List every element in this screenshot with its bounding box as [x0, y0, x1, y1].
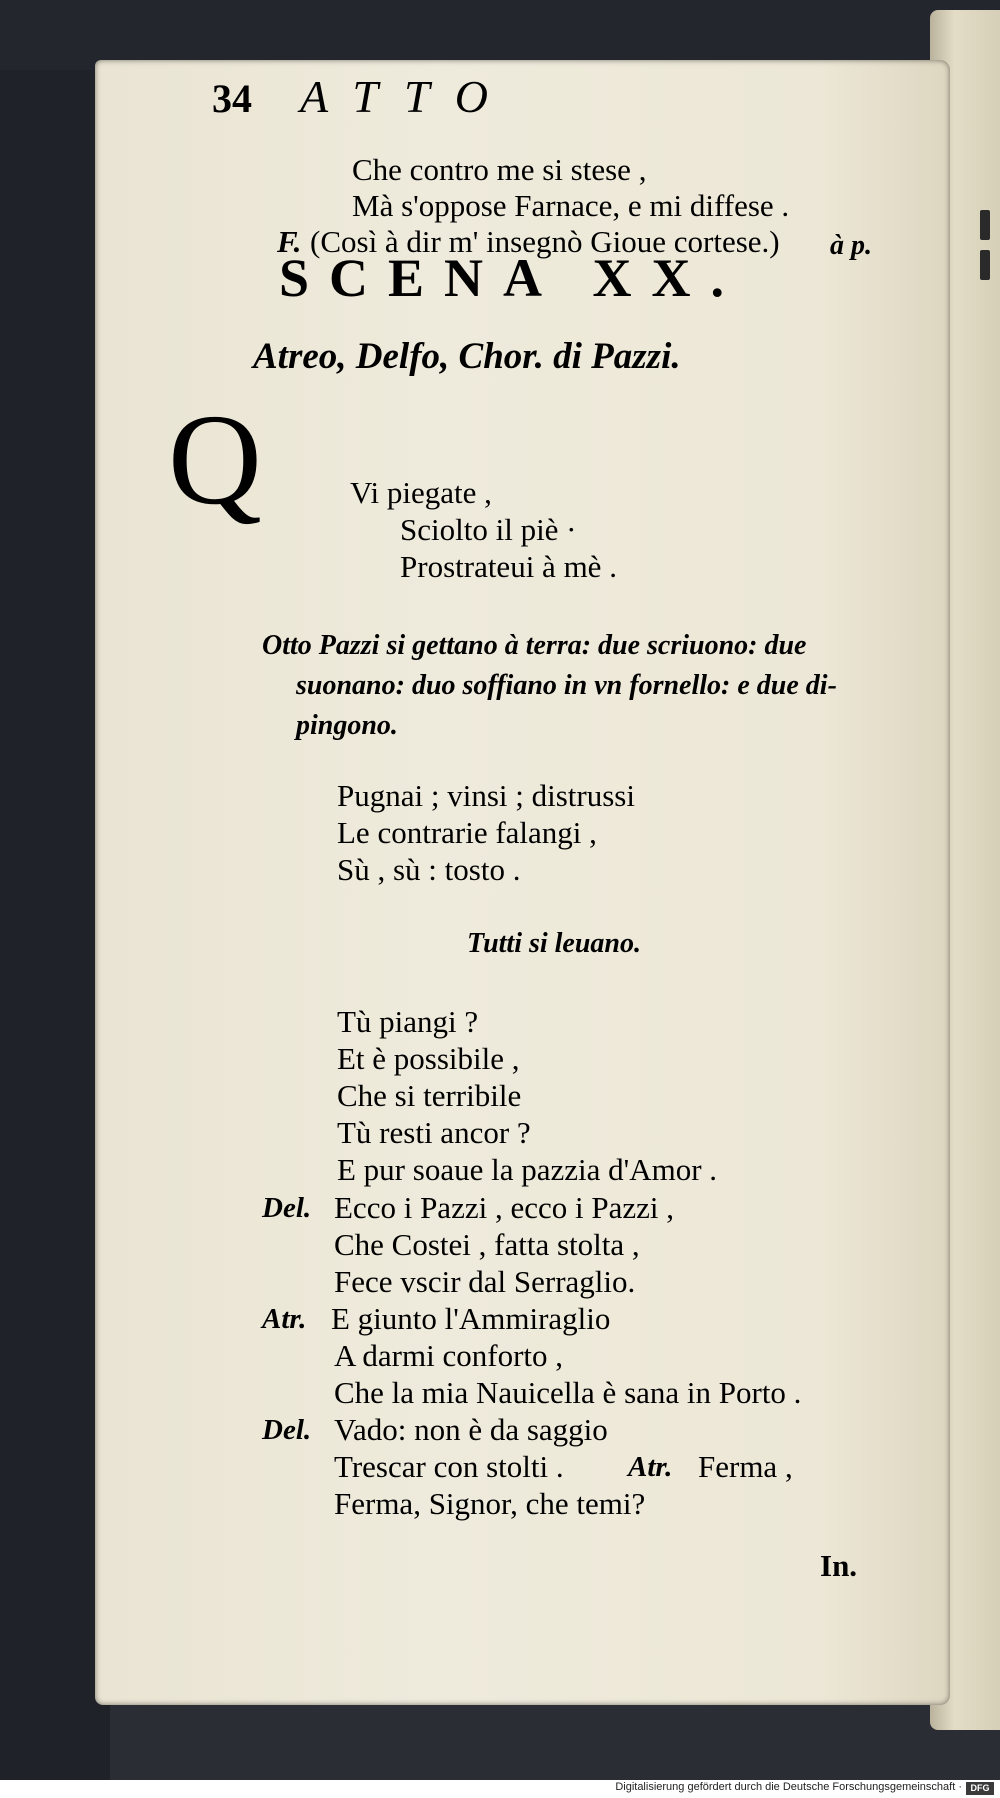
catchword: In.	[820, 1548, 858, 1583]
scene-persons: Atreo, Delfo, Chor. di Pazzi.	[253, 336, 681, 377]
speaker-label: Atr.	[262, 1303, 307, 1335]
running-title: ATTO	[300, 71, 514, 122]
verse-line: Che si terribile	[337, 1078, 522, 1113]
dialogue-line: Ferma, Signor, che temi?	[334, 1486, 646, 1521]
background-left	[0, 0, 110, 1798]
dialogue-line: Che Costei , fatta stolta ,	[334, 1227, 640, 1262]
dialogue-line: Che la mia Nauicella è sana in Porto .	[334, 1375, 802, 1410]
dialogue-line: E giunto l'Ammiraglio	[331, 1301, 611, 1336]
dialogue-line: Trescar con stolti .	[334, 1449, 564, 1484]
dialogue-line: Vado: non è da saggio	[334, 1412, 608, 1447]
aside-marker: à p.	[830, 230, 872, 261]
speaker-label: F.	[277, 224, 302, 259]
dialogue-line: Fece vscir dal Serraglio.	[334, 1264, 636, 1299]
verse-line: Sciolto il piè ·	[400, 512, 577, 547]
stage-direction: pingono.	[296, 710, 398, 741]
verse-line: Vi piegate ,	[350, 475, 492, 510]
stage-direction: Tutti si leuano.	[467, 928, 642, 959]
drop-cap: Q	[168, 388, 262, 532]
speaker-label: Del.	[262, 1414, 312, 1446]
verse-line: Mà s'oppose Farnace, e mi diffese .	[352, 188, 790, 223]
adjacent-page-mark	[980, 250, 990, 280]
verse-line: Tù resti ancor ?	[337, 1115, 531, 1150]
stage-direction: suonano: duo soffiano in vn fornello: e due di-	[296, 670, 837, 701]
dfg-logo: DFG	[966, 1782, 994, 1795]
dialogue-line: Ferma ,	[698, 1449, 793, 1484]
verse-line: Sù , sù : tosto .	[337, 852, 521, 887]
verse-line: E pur soaue la pazzia d'Amor .	[337, 1152, 718, 1187]
verse-line: Pugnai ; vinsi ; distrussi	[337, 778, 635, 813]
verse-line: Prostrateui à mè .	[400, 549, 617, 584]
dialogue-line: A darmi conforto ,	[334, 1338, 564, 1373]
adjacent-page-mark	[980, 210, 990, 240]
stage-direction: Otto Pazzi si gettano à terra: due scriuono: due	[262, 630, 807, 661]
verse-line: Che contro me si stese ,	[352, 152, 647, 187]
footer-credit: Digitalisierung gefördert durch die Deutsche Forschungsgemeinschaft ·	[615, 1781, 962, 1793]
page-number: 34	[212, 76, 252, 121]
scene-title: SCENA XX.	[279, 248, 745, 308]
verse-line: (Così à dir m' insegnò Gioue cortese.)	[310, 224, 780, 259]
speaker-label: Atr.	[628, 1451, 673, 1483]
verse-line: Tù piangi ?	[337, 1004, 479, 1039]
dialogue-line: Ecco i Pazzi , ecco i Pazzi ,	[334, 1190, 674, 1225]
verse-line: Et è possibile ,	[337, 1041, 520, 1076]
speaker-label: Del.	[262, 1192, 312, 1224]
verse-line: Le contrarie falangi ,	[337, 815, 597, 850]
